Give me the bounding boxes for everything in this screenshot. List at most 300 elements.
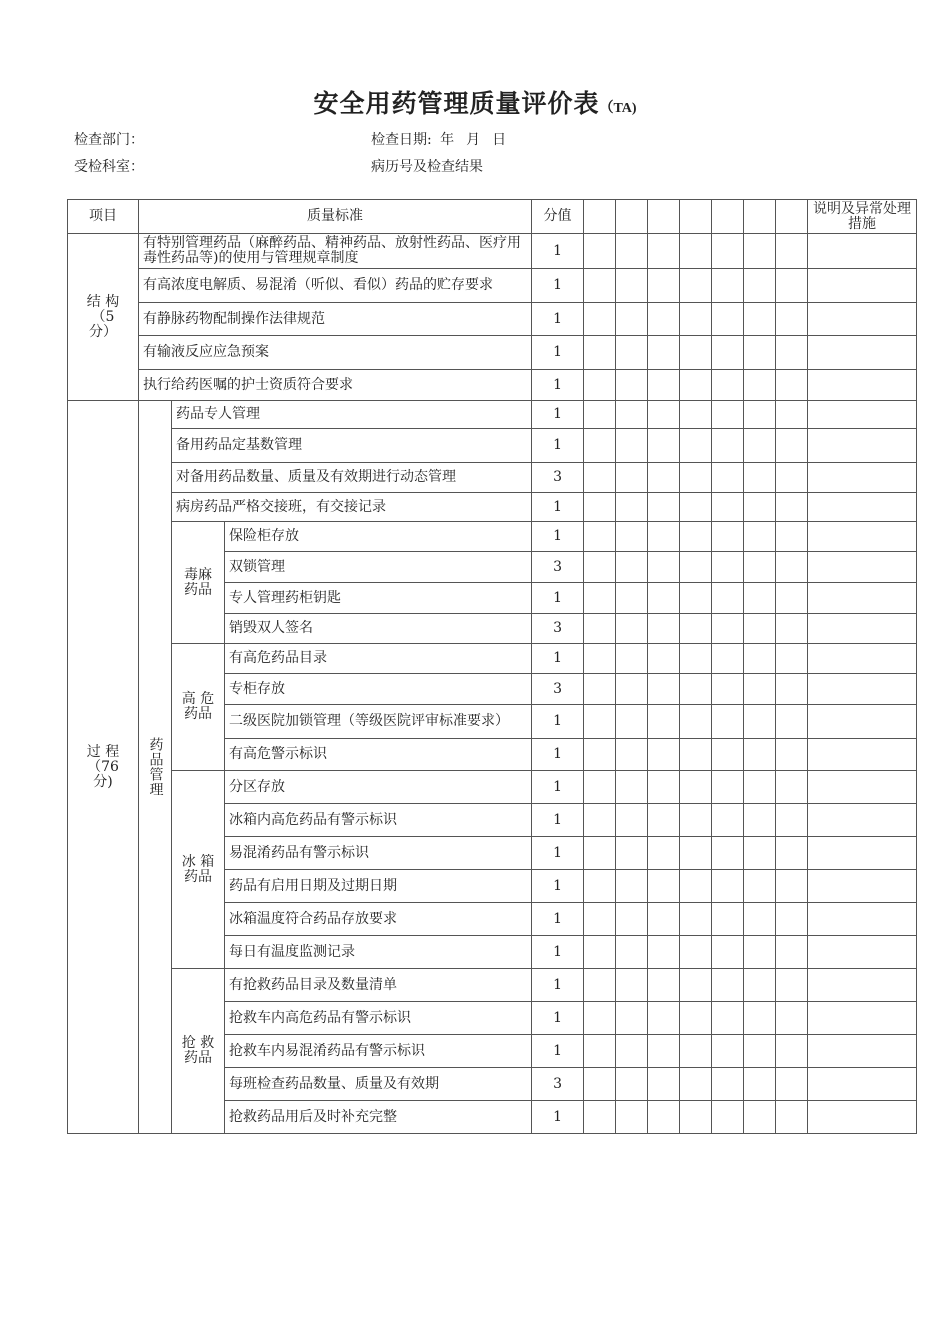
structure-check-cell[interactable]	[616, 336, 648, 370]
group-check-cell[interactable]	[744, 739, 776, 771]
group-check-cell[interactable]	[616, 903, 648, 936]
process-label-line-1: 过 程	[86, 743, 120, 760]
group-label	[172, 644, 225, 771]
group-remarks-cell[interactable]	[808, 804, 917, 837]
evaluation-table	[67, 199, 917, 1134]
standard-text: 有抢救药品目录及数量清单	[225, 969, 532, 1002]
group-check-cell[interactable]	[776, 674, 808, 705]
header-remarks: 说明及异常处理措施	[808, 200, 917, 234]
group-check-cell[interactable]	[680, 644, 712, 674]
group-check-cell[interactable]	[744, 1101, 776, 1134]
structure-check-cell[interactable]	[680, 234, 712, 269]
group-check-cell[interactable]	[712, 870, 744, 903]
group-check-cell[interactable]	[680, 771, 712, 804]
group-check-cell[interactable]	[616, 674, 648, 705]
group-remarks-cell[interactable]	[808, 936, 917, 969]
group-check-cell[interactable]	[648, 552, 680, 583]
group-remarks-cell[interactable]	[808, 771, 917, 804]
process-check-cell[interactable]	[744, 429, 776, 463]
group-check-cell[interactable]	[776, 1068, 808, 1101]
table-row	[68, 370, 917, 401]
group-check-cell[interactable]	[744, 870, 776, 903]
process-check-cell[interactable]	[648, 401, 680, 429]
group-check-cell[interactable]	[712, 771, 744, 804]
structure-check-cell[interactable]	[616, 370, 648, 401]
group-check-cell[interactable]	[680, 522, 712, 552]
group-check-cell[interactable]	[744, 552, 776, 583]
group-check-cell[interactable]	[584, 870, 616, 903]
group-check-cell[interactable]	[680, 674, 712, 705]
group-check-cell[interactable]	[648, 870, 680, 903]
structure-check-cell[interactable]	[744, 234, 776, 269]
group-label	[172, 522, 225, 644]
process-check-cell[interactable]	[584, 463, 616, 493]
group-check-cell[interactable]	[616, 804, 648, 837]
drug-management-text: 药品管理	[147, 737, 164, 797]
table-row	[68, 234, 917, 269]
group-check-cell[interactable]	[648, 936, 680, 969]
group-check-cell[interactable]	[776, 739, 808, 771]
score-value: 1	[532, 1035, 584, 1068]
standard-text: 易混淆药品有警示标识	[225, 837, 532, 870]
standard-text: 有高危药品目录	[225, 644, 532, 674]
group-check-cell[interactable]	[616, 1068, 648, 1101]
standard-text: 有特别管理药品（麻醉药品、精神药品、放射性药品、医疗用毒性药品等)的使用与管理规章制度	[139, 234, 532, 269]
standard-text: 有高浓度电解质、易混淆（听似、看似）药品的贮存要求	[139, 269, 532, 303]
group-check-cell[interactable]	[584, 804, 616, 837]
group-check-cell[interactable]	[616, 552, 648, 583]
group-check-cell[interactable]	[584, 1035, 616, 1068]
process-check-cell[interactable]	[712, 493, 744, 522]
group-check-cell[interactable]	[712, 705, 744, 739]
group-check-cell[interactable]	[776, 903, 808, 936]
process-check-cell[interactable]	[744, 401, 776, 429]
structure-check-cell[interactable]	[616, 234, 648, 269]
group-check-cell[interactable]	[584, 552, 616, 583]
group-label-line-2: 药品	[184, 1050, 212, 1066]
group-check-cell[interactable]	[584, 837, 616, 870]
process-check-cell[interactable]	[584, 429, 616, 463]
group-check-cell[interactable]	[616, 614, 648, 644]
structure-remarks-cell[interactable]	[808, 234, 917, 269]
group-check-cell[interactable]	[680, 903, 712, 936]
process-check-cell[interactable]	[648, 429, 680, 463]
table-row	[68, 269, 917, 303]
structure-remarks-cell[interactable]	[808, 303, 917, 336]
group-label	[172, 771, 225, 969]
process-check-cell[interactable]	[712, 463, 744, 493]
date-year: 年	[440, 132, 455, 148]
process-remarks-cell[interactable]	[808, 463, 917, 493]
process-check-cell[interactable]	[648, 463, 680, 493]
standard-text: 执行给药医嘱的护士资质符合要求	[139, 370, 532, 401]
group-remarks-cell[interactable]	[808, 674, 917, 705]
group-check-cell[interactable]	[584, 936, 616, 969]
group-remarks-cell[interactable]	[808, 969, 917, 1002]
drug-management-label	[139, 401, 172, 1134]
process-check-cell[interactable]	[680, 493, 712, 522]
process-check-cell[interactable]	[712, 401, 744, 429]
title-text: 安全用药管理质量评价表	[313, 89, 600, 118]
standard-text: 二级医院加锁管理（等级医院评审标准要求）	[225, 705, 532, 739]
group-check-cell[interactable]	[584, 1068, 616, 1101]
process-check-cell[interactable]	[776, 493, 808, 522]
group-check-cell[interactable]	[616, 644, 648, 674]
group-check-cell[interactable]	[712, 674, 744, 705]
structure-check-cell[interactable]	[776, 336, 808, 370]
group-check-cell[interactable]	[584, 614, 616, 644]
group-check-cell[interactable]	[712, 1068, 744, 1101]
group-check-cell[interactable]	[648, 837, 680, 870]
group-check-cell[interactable]	[712, 1101, 744, 1134]
group-check-cell[interactable]	[680, 804, 712, 837]
group-check-cell[interactable]	[712, 903, 744, 936]
group-check-cell[interactable]	[616, 739, 648, 771]
group-check-cell[interactable]	[744, 969, 776, 1002]
group-check-cell[interactable]	[744, 903, 776, 936]
score-value: 1	[532, 804, 584, 837]
group-check-cell[interactable]	[648, 1068, 680, 1101]
standard-text: 药品有启用日期及过期日期	[225, 870, 532, 903]
group-check-cell[interactable]	[648, 522, 680, 552]
process-check-cell[interactable]	[744, 493, 776, 522]
score-value: 1	[532, 903, 584, 936]
structure-check-cell[interactable]	[776, 234, 808, 269]
process-label	[68, 401, 139, 1134]
group-check-cell[interactable]	[680, 837, 712, 870]
group-check-cell[interactable]	[712, 614, 744, 644]
table-row	[68, 969, 917, 1002]
table-row	[68, 522, 917, 552]
structure-check-cell[interactable]	[584, 269, 616, 303]
process-check-cell[interactable]	[584, 401, 616, 429]
group-check-cell[interactable]	[648, 804, 680, 837]
standard-text: 分区存放	[225, 771, 532, 804]
structure-check-cell[interactable]	[744, 370, 776, 401]
group-check-cell[interactable]	[744, 1035, 776, 1068]
process-check-cell[interactable]	[648, 493, 680, 522]
group-check-cell[interactable]	[744, 644, 776, 674]
process-remarks-cell[interactable]	[808, 401, 917, 429]
score-value: 1	[532, 583, 584, 614]
standard-text: 专柜存放	[225, 674, 532, 705]
structure-check-cell[interactable]	[680, 370, 712, 401]
standard-text: 抢救车内高危药品有警示标识	[225, 1002, 532, 1035]
group-check-cell[interactable]	[776, 1035, 808, 1068]
structure-check-cell[interactable]	[712, 336, 744, 370]
score-value: 1	[532, 837, 584, 870]
structure-check-cell[interactable]	[776, 370, 808, 401]
process-check-cell[interactable]	[680, 401, 712, 429]
page-title	[0, 84, 950, 120]
structure-check-cell[interactable]	[680, 303, 712, 336]
structure-check-cell[interactable]	[680, 269, 712, 303]
structure-check-cell[interactable]	[648, 336, 680, 370]
group-remarks-cell[interactable]	[808, 870, 917, 903]
group-check-cell[interactable]	[776, 705, 808, 739]
score-value: 1	[532, 522, 584, 552]
group-check-cell[interactable]	[776, 522, 808, 552]
group-check-cell[interactable]	[712, 804, 744, 837]
group-remarks-cell[interactable]	[808, 644, 917, 674]
header-check-cell	[584, 200, 616, 234]
group-check-cell[interactable]	[744, 522, 776, 552]
standard-text: 每日有温度监测记录	[225, 936, 532, 969]
score-value: 1	[532, 969, 584, 1002]
group-check-cell[interactable]	[744, 936, 776, 969]
process-check-cell[interactable]	[616, 401, 648, 429]
header-item: 项目	[68, 200, 139, 234]
group-check-cell[interactable]	[744, 837, 776, 870]
structure-check-cell[interactable]	[744, 303, 776, 336]
structure-check-cell[interactable]	[680, 336, 712, 370]
table-row	[68, 401, 917, 429]
group-check-cell[interactable]	[680, 583, 712, 614]
group-label-line-1: 高 危	[181, 691, 215, 707]
group-check-cell[interactable]	[584, 674, 616, 705]
group-remarks-cell[interactable]	[808, 583, 917, 614]
score-value: 3	[532, 1068, 584, 1101]
process-label-line-3: 分)	[93, 773, 113, 790]
group-check-cell[interactable]	[616, 583, 648, 614]
structure-remarks-cell[interactable]	[808, 269, 917, 303]
group-check-cell[interactable]	[776, 1101, 808, 1134]
group-check-cell[interactable]	[680, 870, 712, 903]
group-check-cell[interactable]	[680, 614, 712, 644]
group-check-cell[interactable]	[776, 644, 808, 674]
group-check-cell[interactable]	[584, 705, 616, 739]
process-remarks-cell[interactable]	[808, 429, 917, 463]
structure-check-cell[interactable]	[648, 234, 680, 269]
group-check-cell[interactable]	[616, 1035, 648, 1068]
process-check-cell[interactable]	[616, 429, 648, 463]
standard-text: 销毁双人签名	[225, 614, 532, 644]
group-check-cell[interactable]	[776, 771, 808, 804]
group-check-cell[interactable]	[744, 1002, 776, 1035]
group-check-cell[interactable]	[616, 771, 648, 804]
group-check-cell[interactable]	[648, 583, 680, 614]
group-check-cell[interactable]	[616, 969, 648, 1002]
group-check-cell[interactable]	[712, 936, 744, 969]
group-remarks-cell[interactable]	[808, 1101, 917, 1134]
score-value: 3	[532, 552, 584, 583]
group-check-cell[interactable]	[616, 1002, 648, 1035]
standard-text: 专人管理药柜钥匙	[225, 583, 532, 614]
group-check-cell[interactable]	[648, 644, 680, 674]
structure-check-cell[interactable]	[776, 303, 808, 336]
group-check-cell[interactable]	[648, 674, 680, 705]
group-check-cell[interactable]	[712, 969, 744, 1002]
score-value: 1	[532, 644, 584, 674]
group-label-line-2: 药品	[184, 706, 212, 722]
process-check-cell[interactable]	[744, 463, 776, 493]
process-check-cell[interactable]	[616, 493, 648, 522]
group-check-cell[interactable]	[584, 903, 616, 936]
group-remarks-cell[interactable]	[808, 705, 917, 739]
structure-check-cell[interactable]	[712, 303, 744, 336]
group-remarks-cell[interactable]	[808, 614, 917, 644]
group-check-cell[interactable]	[584, 1101, 616, 1134]
table-row	[68, 336, 917, 370]
group-check-cell[interactable]	[648, 1002, 680, 1035]
process-check-cell[interactable]	[776, 401, 808, 429]
process-check-cell[interactable]	[616, 463, 648, 493]
group-check-cell[interactable]	[616, 870, 648, 903]
group-check-cell[interactable]	[680, 1068, 712, 1101]
score-value: 1	[532, 303, 584, 336]
standard-text: 抢救药品用后及时补充完整	[225, 1101, 532, 1134]
group-check-cell[interactable]	[648, 969, 680, 1002]
dept-label: 检查部门：	[74, 132, 144, 148]
header-check-cell	[648, 200, 680, 234]
group-check-cell[interactable]	[712, 552, 744, 583]
group-check-cell[interactable]	[616, 936, 648, 969]
group-check-cell[interactable]	[584, 739, 616, 771]
structure-remarks-cell[interactable]	[808, 336, 917, 370]
process-check-cell[interactable]	[680, 429, 712, 463]
score-value: 1	[532, 429, 584, 463]
group-check-cell[interactable]	[776, 614, 808, 644]
group-check-cell[interactable]	[616, 522, 648, 552]
record-label: 病历号及检查结果	[371, 159, 483, 175]
group-remarks-cell[interactable]	[808, 1035, 917, 1068]
score-value: 1	[532, 401, 584, 429]
group-check-cell[interactable]	[584, 1002, 616, 1035]
structure-check-cell[interactable]	[648, 370, 680, 401]
group-check-cell[interactable]	[616, 837, 648, 870]
group-check-cell[interactable]	[744, 771, 776, 804]
group-check-cell[interactable]	[776, 804, 808, 837]
structure-check-cell[interactable]	[616, 303, 648, 336]
standard-text: 冰箱内高危药品有警示标识	[225, 804, 532, 837]
standard-text: 每班检查药品数量、质量及有效期	[225, 1068, 532, 1101]
group-check-cell[interactable]	[744, 804, 776, 837]
group-check-cell[interactable]	[776, 969, 808, 1002]
structure-check-cell[interactable]	[712, 269, 744, 303]
group-check-cell[interactable]	[712, 1035, 744, 1068]
date-field	[371, 129, 518, 149]
table-row	[68, 644, 917, 674]
group-remarks-cell[interactable]	[808, 903, 917, 936]
score-value: 1	[532, 936, 584, 969]
group-check-cell[interactable]	[616, 705, 648, 739]
group-check-cell[interactable]	[744, 705, 776, 739]
ward-label: 受检科室：	[74, 159, 144, 175]
structure-label-line-3: 分）	[89, 323, 117, 340]
group-label-line-2: 药品	[184, 581, 212, 598]
group-remarks-cell[interactable]	[808, 522, 917, 552]
structure-remarks-cell[interactable]	[808, 370, 917, 401]
standard-text: 有输液反应应急预案	[139, 336, 532, 370]
group-check-cell[interactable]	[584, 771, 616, 804]
group-check-cell[interactable]	[776, 936, 808, 969]
group-check-cell[interactable]	[680, 936, 712, 969]
group-check-cell[interactable]	[712, 837, 744, 870]
group-check-cell[interactable]	[744, 614, 776, 644]
structure-check-cell[interactable]	[584, 370, 616, 401]
group-check-cell[interactable]	[680, 969, 712, 1002]
standard-text: 抢救车内易混淆药品有警示标识	[225, 1035, 532, 1068]
score-value: 1	[532, 705, 584, 739]
process-check-cell[interactable]	[776, 429, 808, 463]
standard-text: 备用药品定基数管理	[172, 429, 532, 463]
process-check-cell[interactable]	[712, 429, 744, 463]
group-check-cell[interactable]	[712, 583, 744, 614]
group-check-cell[interactable]	[776, 552, 808, 583]
group-check-cell[interactable]	[744, 583, 776, 614]
group-label-line-2: 药品	[184, 868, 212, 885]
group-check-cell[interactable]	[712, 522, 744, 552]
group-remarks-cell[interactable]	[808, 837, 917, 870]
group-check-cell[interactable]	[648, 903, 680, 936]
structure-check-cell[interactable]	[648, 269, 680, 303]
process-remarks-cell[interactable]	[808, 493, 917, 522]
structure-check-cell[interactable]	[584, 303, 616, 336]
group-check-cell[interactable]	[584, 522, 616, 552]
group-check-cell[interactable]	[680, 1002, 712, 1035]
group-check-cell[interactable]	[712, 739, 744, 771]
group-remarks-cell[interactable]	[808, 1068, 917, 1101]
structure-check-cell[interactable]	[584, 336, 616, 370]
group-check-cell[interactable]	[584, 969, 616, 1002]
structure-check-cell[interactable]	[616, 269, 648, 303]
standard-text: 双锁管理	[225, 552, 532, 583]
structure-check-cell[interactable]	[648, 303, 680, 336]
structure-check-cell[interactable]	[744, 269, 776, 303]
group-check-cell[interactable]	[680, 739, 712, 771]
structure-check-cell[interactable]	[712, 234, 744, 269]
group-check-cell[interactable]	[680, 1035, 712, 1068]
group-check-cell[interactable]	[648, 739, 680, 771]
group-check-cell[interactable]	[648, 1101, 680, 1134]
group-check-cell[interactable]	[680, 705, 712, 739]
structure-check-cell[interactable]	[776, 269, 808, 303]
table-body	[68, 200, 917, 1134]
process-check-cell[interactable]	[584, 493, 616, 522]
group-check-cell[interactable]	[616, 1101, 648, 1134]
process-check-cell[interactable]	[680, 463, 712, 493]
score-value: 1	[532, 739, 584, 771]
process-check-cell[interactable]	[776, 463, 808, 493]
group-remarks-cell[interactable]	[808, 739, 917, 771]
structure-check-cell[interactable]	[584, 234, 616, 269]
group-check-cell[interactable]	[712, 1002, 744, 1035]
group-remarks-cell[interactable]	[808, 1002, 917, 1035]
group-check-cell[interactable]	[712, 644, 744, 674]
group-check-cell[interactable]	[744, 1068, 776, 1101]
group-check-cell[interactable]	[648, 614, 680, 644]
score-value: 3	[532, 674, 584, 705]
group-check-cell[interactable]	[680, 1101, 712, 1134]
standard-text: 药品专人管理	[172, 401, 532, 429]
group-check-cell[interactable]	[776, 837, 808, 870]
group-check-cell[interactable]	[648, 771, 680, 804]
table-row	[68, 771, 917, 804]
group-check-cell[interactable]	[584, 644, 616, 674]
structure-check-cell[interactable]	[712, 370, 744, 401]
structure-check-cell[interactable]	[744, 336, 776, 370]
group-check-cell[interactable]	[744, 674, 776, 705]
header-check-cell	[744, 200, 776, 234]
group-check-cell[interactable]	[776, 583, 808, 614]
group-check-cell[interactable]	[680, 552, 712, 583]
group-check-cell[interactable]	[648, 1035, 680, 1068]
group-check-cell[interactable]	[776, 870, 808, 903]
group-check-cell[interactable]	[776, 1002, 808, 1035]
group-remarks-cell[interactable]	[808, 552, 917, 583]
group-check-cell[interactable]	[584, 583, 616, 614]
group-check-cell[interactable]	[648, 705, 680, 739]
